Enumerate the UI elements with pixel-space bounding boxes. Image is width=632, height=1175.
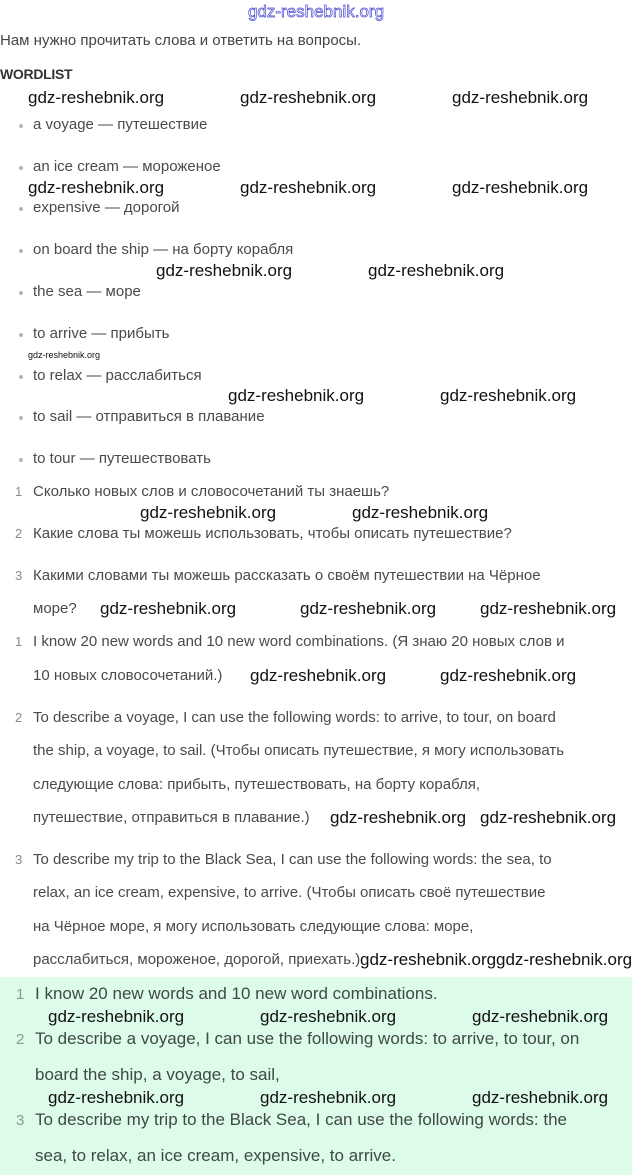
watermark-small: gdz-reshebnik.org: [28, 350, 101, 360]
highlighted-answer-number: 2: [16, 1031, 25, 1048]
watermark: gdz-reshebnik.org: [300, 599, 437, 618]
question-number: 1: [15, 484, 23, 499]
highlighted-answer-line: sea, to relax, an ice cream, expensive, to arrive.: [35, 1146, 396, 1165]
watermark: gdz-reshebnik.org: [260, 1007, 397, 1026]
watermark: gdz-reshebnik.org: [480, 599, 617, 618]
wordlist-item: an ice cream — мороженое: [33, 158, 221, 175]
watermark: gdz-reshebnik.org: [156, 261, 293, 280]
answer-line: To describe my trip to the Black Sea, I can use the following words: the sea, to: [33, 851, 552, 868]
watermark: gdz-reshebnik.org: [250, 666, 387, 685]
wordlist-item: to arrive — прибыть: [33, 325, 170, 342]
bullet-icon: [19, 458, 23, 462]
watermark: gdz-reshebnik.org: [240, 88, 377, 107]
wordlist-item: to relax — расслабиться: [33, 367, 202, 384]
wordlist-title: WORDLIST: [0, 66, 73, 82]
watermark: gdz-reshebnik.org: [330, 808, 467, 827]
watermark: gdz-reshebnik.org: [240, 178, 377, 197]
bullet-icon: [19, 166, 23, 170]
answer-line: I know 20 new words and 10 new word combinations. (Я знаю 20 новых слов и: [33, 633, 565, 650]
wordlist-item: a voyage — путешествие: [33, 116, 208, 133]
watermark: gdz-reshebnik.org: [228, 386, 365, 405]
bullet-icon: [19, 124, 23, 128]
wordlist-item: expensive — дорогой: [33, 199, 180, 216]
watermark: gdz-reshebnik.org: [360, 950, 497, 969]
question-number: 3: [15, 568, 23, 583]
watermark: gdz-reshebnik.org: [368, 261, 505, 280]
watermark: gdz-reshebnik.org: [472, 1007, 609, 1026]
answer-line: путешествие, отправиться в плавание.): [33, 809, 310, 826]
answer-line: relax, an ice cream, expensive, to arrive. (Чтобы описать своё путешествие: [33, 884, 546, 901]
bullet-icon: [19, 249, 23, 253]
answer-line: 10 новых словосочетаний.): [33, 667, 223, 684]
watermark: gdz-reshebnik.org: [260, 1088, 397, 1107]
bullet-icon: [19, 416, 23, 420]
wordlist-item: to tour — путешествовать: [33, 450, 211, 467]
highlighted-answer-number: 1: [16, 986, 25, 1003]
bullet-icon: [19, 375, 23, 379]
answer-number: 2: [15, 710, 23, 725]
question-line: Какими словами ты можешь рассказать о своём путешествии на Чёрное: [33, 567, 541, 584]
watermark: gdz-reshebnik.org: [452, 88, 589, 107]
watermark: gdz-reshebnik.org: [472, 1088, 609, 1107]
watermark: gdz-reshebnik.org: [28, 178, 165, 197]
wordlist-item: the sea — море: [33, 283, 141, 300]
bullet-icon: [19, 291, 23, 295]
answer-line: расслабиться, мороженое, дорогой, приехать.): [33, 951, 361, 968]
watermark: gdz-reshebnik.org: [440, 666, 577, 685]
highlighted-answer-line: I know 20 new words and 10 new word combinations.: [35, 984, 438, 1003]
bullet-icon: [19, 207, 23, 211]
highlighted-answer-line: To describe my trip to the Black Sea, I can use the following words: the: [35, 1110, 567, 1129]
watermark: gdz-reshebnik.org: [496, 950, 632, 969]
intro-text: Нам нужно прочитать слова и ответить на вопросы.: [0, 32, 362, 49]
watermark: gdz-reshebnik.org: [28, 88, 165, 107]
question-line: Какие слова ты можешь использовать, чтобы описать путешествие?: [33, 525, 512, 542]
highlighted-answer-number: 3: [16, 1112, 25, 1129]
site-link[interactable]: gdz-reshebnik.org: [247, 2, 385, 21]
watermark: gdz-reshebnik.org: [100, 599, 237, 618]
wordlist-item: on board the ship — на борту корабля: [33, 241, 294, 258]
answer-line: следующие слова: прибыть, путешествовать, на борту корабля,: [33, 776, 481, 793]
question-line: Сколько новых слов и словосочетаний ты знаешь?: [33, 483, 390, 500]
answer-line: To describe a voyage, I can use the following words: to arrive, to tour, on board: [33, 709, 556, 726]
watermark: gdz-reshebnik.org: [140, 503, 277, 522]
answer-line: the ship, a voyage, to sail. (Чтобы описать путешествие, я могу использовать: [33, 742, 565, 759]
watermark: gdz-reshebnik.org: [48, 1088, 185, 1107]
watermark: gdz-reshebnik.org: [352, 503, 489, 522]
answer-number: 1: [15, 634, 23, 649]
answer-number: 3: [15, 852, 23, 867]
answer-line: на Чёрное море, я могу использовать следующие слова: море,: [33, 918, 474, 935]
wordlist-item: to sail — отправиться в плавание: [33, 408, 265, 425]
watermark: gdz-reshebnik.org: [48, 1007, 185, 1026]
watermark: gdz-reshebnik.org: [480, 808, 617, 827]
watermark: gdz-reshebnik.org: [440, 386, 577, 405]
question-line: море?: [33, 600, 77, 617]
highlighted-answer-line: To describe a voyage, I can use the following words: to arrive, to tour, on: [35, 1029, 580, 1048]
watermark: gdz-reshebnik.org: [452, 178, 589, 197]
question-number: 2: [15, 526, 23, 541]
highlighted-answer-line: board the ship, a voyage, to sail,: [35, 1065, 280, 1084]
bullet-icon: [19, 333, 23, 337]
